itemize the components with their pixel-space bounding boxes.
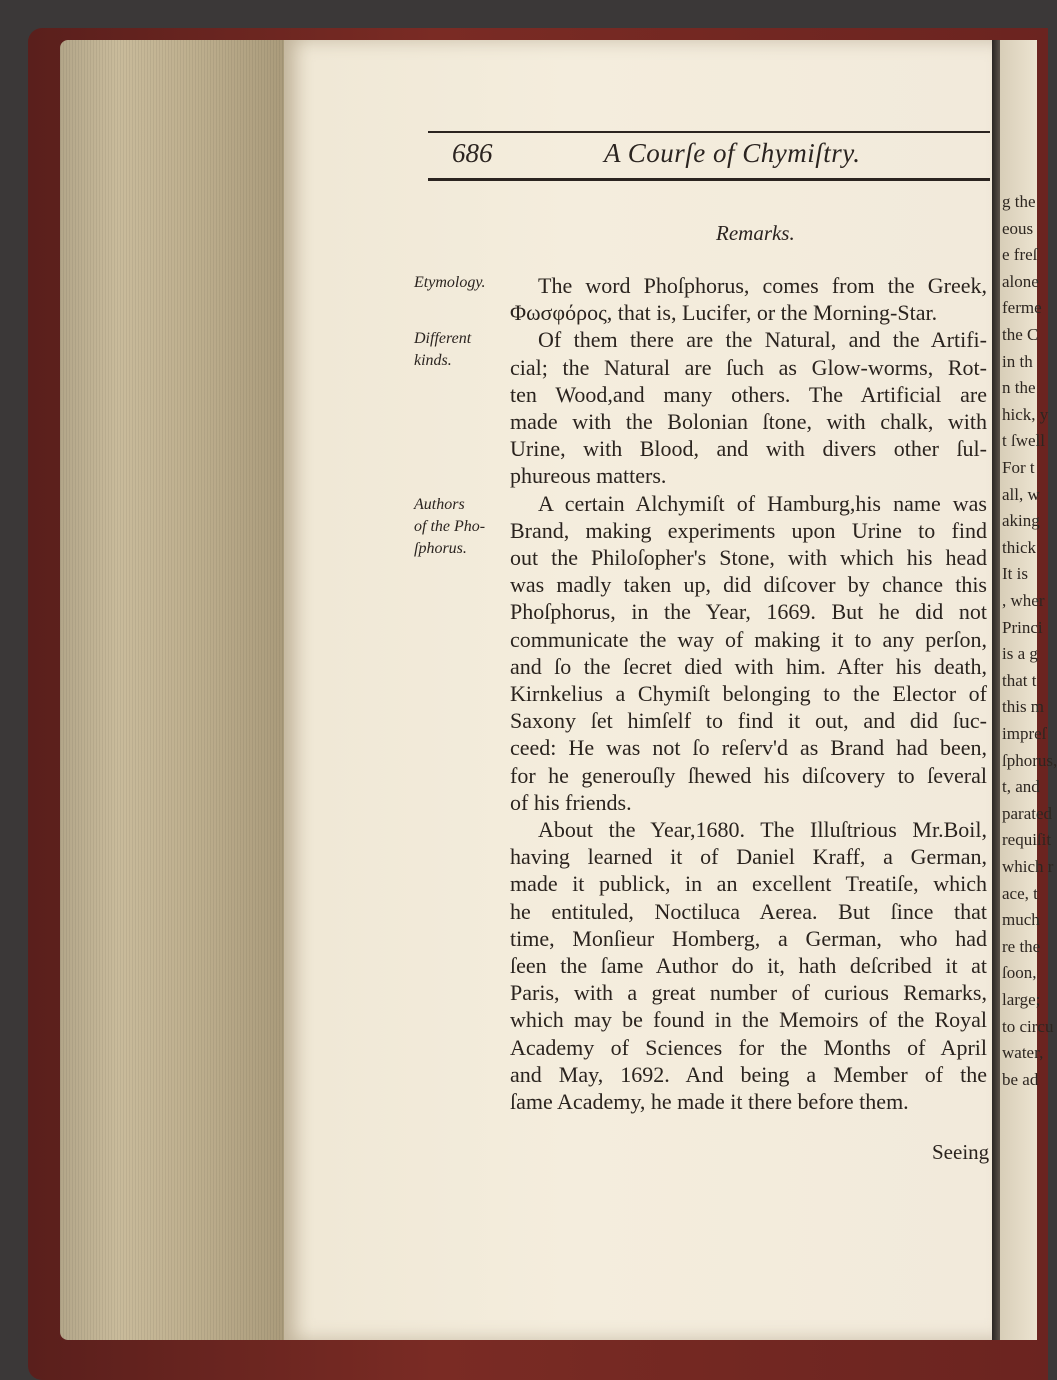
facing-page-fragment: ſphorus, [1002, 750, 1057, 770]
facing-page-fragment: Princi [1002, 617, 1043, 637]
facing-page-fragment: n the [1002, 378, 1036, 398]
text-line: About the Year,1680. The Illuſtrious Mr.Boil, [538, 817, 987, 842]
section-heading: Remarks. [716, 221, 795, 245]
margin-note [414, 272, 506, 294]
text-line: Φωσφόρος, that is, Lucifer, or the Morning-Star. [510, 300, 938, 326]
text-line: and May, 1692. And being a Member of the [510, 1061, 987, 1087]
facing-page-fragment: , wher [1002, 591, 1045, 610]
running-head: A Courſe of Chymiſtry. [604, 138, 861, 168]
facing-page-fragment: thick [1002, 537, 1036, 557]
facing-page-fragment: aking [1002, 511, 1040, 531]
margin-note-line: Etymology. [414, 274, 486, 291]
facing-page-fragment: is a g [1002, 644, 1038, 664]
facing-page-fragment: eous [1002, 218, 1034, 238]
facing-page-fragment: ferme [1002, 298, 1042, 318]
text-line: phureous matters. [510, 463, 667, 489]
text-line: Academy of Sciences for the Months of April [510, 1034, 987, 1060]
facing-page-fragment: e freſ [1002, 245, 1038, 265]
facing-page-fragment: ſoon, [1002, 963, 1037, 983]
text-line: which may be found in the Memoirs of the Royal [510, 1007, 987, 1033]
text-line: made with the Bolonian ſtone, with chalk, with [510, 409, 987, 434]
facing-page-fragment: t ſwell [1002, 431, 1045, 451]
facing-page-fragment: It is [1002, 564, 1028, 584]
margin-note-line: Different [414, 330, 472, 347]
text-line: Saxony ſet himſelf to find it out, and did ſuc- [510, 708, 987, 734]
facing-page-fragment: large; [1002, 990, 1041, 1009]
facing-page-fragment: all, w [1002, 484, 1040, 504]
facing-page-fragment: water, [1002, 1043, 1044, 1063]
margin-note-line: Authors [414, 496, 465, 513]
facing-page-fragment: to circu [1002, 1016, 1054, 1036]
margin-note [414, 328, 506, 372]
facing-page-fragment: parated [1002, 803, 1053, 823]
text-line: communicate the way of making it to any perſon, [510, 626, 987, 652]
catchword: Seeing [932, 1140, 990, 1164]
text-line: Urine, with Blood, and with divers other ſul- [510, 436, 987, 462]
facing-page-fragment: impreſ [1002, 724, 1047, 743]
text-line: The word Phoſphorus, comes from the Greek, [538, 273, 987, 298]
text-line: Paris, with a great number of curious Remarks, [510, 980, 987, 1006]
text-line: made it publick, in an excellent Treatiſe, which [510, 871, 987, 897]
facing-page-fragment: in th [1002, 351, 1033, 371]
text-line: having learned it of Daniel Kraff, a German, [510, 844, 987, 870]
text-line: Of them there are the Natural, and the Artifi- [538, 327, 987, 353]
text-line: out the Philoſopher's Stone, with which his head [510, 545, 987, 570]
text-line: and ſo the ſecret died with him. After his death, [510, 653, 987, 679]
facing-page-fragment: this m [1002, 697, 1045, 717]
book-gutter [992, 40, 1000, 1340]
page-number: 686 [452, 138, 493, 168]
text-line: Phoſphorus, in the Year, 1669. But he did not [510, 599, 987, 625]
text-line: time, Monſieur Homberg, a German, who had [510, 925, 987, 951]
facing-page-fragment: For t [1002, 458, 1035, 477]
page-edges [60, 40, 290, 1340]
facing-page-fragment: that t [1002, 670, 1037, 690]
margin-note [414, 494, 506, 560]
text-line: ten Wood,and many others. The Artificial are [510, 381, 987, 407]
header-rule-top [428, 131, 990, 133]
margin-note-line: kinds. [414, 352, 452, 369]
text-line: ſame Academy, he made it there before them. [510, 1089, 909, 1114]
facing-page-fragment: re the [1002, 936, 1041, 956]
facing-page-fragment: much [1002, 910, 1040, 930]
text-line: he entituled, Noctiluca Aerea. But ſince that [510, 898, 987, 924]
facing-page-fragment: which r [1002, 857, 1054, 876]
facing-page-fragment: ace, t [1002, 883, 1038, 903]
text-line: A certain Alchymiſt of Hamburg,his name was [538, 490, 987, 516]
text-line: of his friends. [510, 789, 632, 815]
facing-page-fragment: the C [1002, 325, 1039, 344]
facing-page-fragment: alone [1002, 271, 1039, 291]
facing-page-fragment: hick, y [1002, 404, 1049, 424]
margin-note-line: ſphorus. [414, 540, 467, 557]
text-line: Kirnkelius a Chymiſt belonging to the Elector of [510, 681, 987, 706]
facing-page-fragment: g the [1002, 192, 1036, 211]
text-line: ceed: He was not ſo reſerv'd as Brand had been, [510, 735, 987, 761]
text-line: Brand, making experiments upon Urine to find [510, 517, 987, 543]
margin-note-line: of the Pho- [414, 518, 486, 535]
facing-page-edge [1000, 40, 1057, 1340]
text-line: cial; the Natural are ſuch as Glow-worms, Rot- [510, 354, 987, 380]
text-line: was madly taken up, did diſcover by chance this [510, 572, 987, 598]
header-rule-bottom [428, 178, 990, 181]
facing-page-fragment: t, and [1002, 777, 1040, 797]
facing-page-fragment: requiſit [1002, 830, 1052, 850]
text-line: for he generouſly ſhewed his diſcovery to ſeveral [510, 762, 987, 788]
text-line: ſeen the ſame Author do it, hath deſcribed it at [510, 953, 987, 978]
facing-page-fragment: be ad [1002, 1069, 1039, 1089]
